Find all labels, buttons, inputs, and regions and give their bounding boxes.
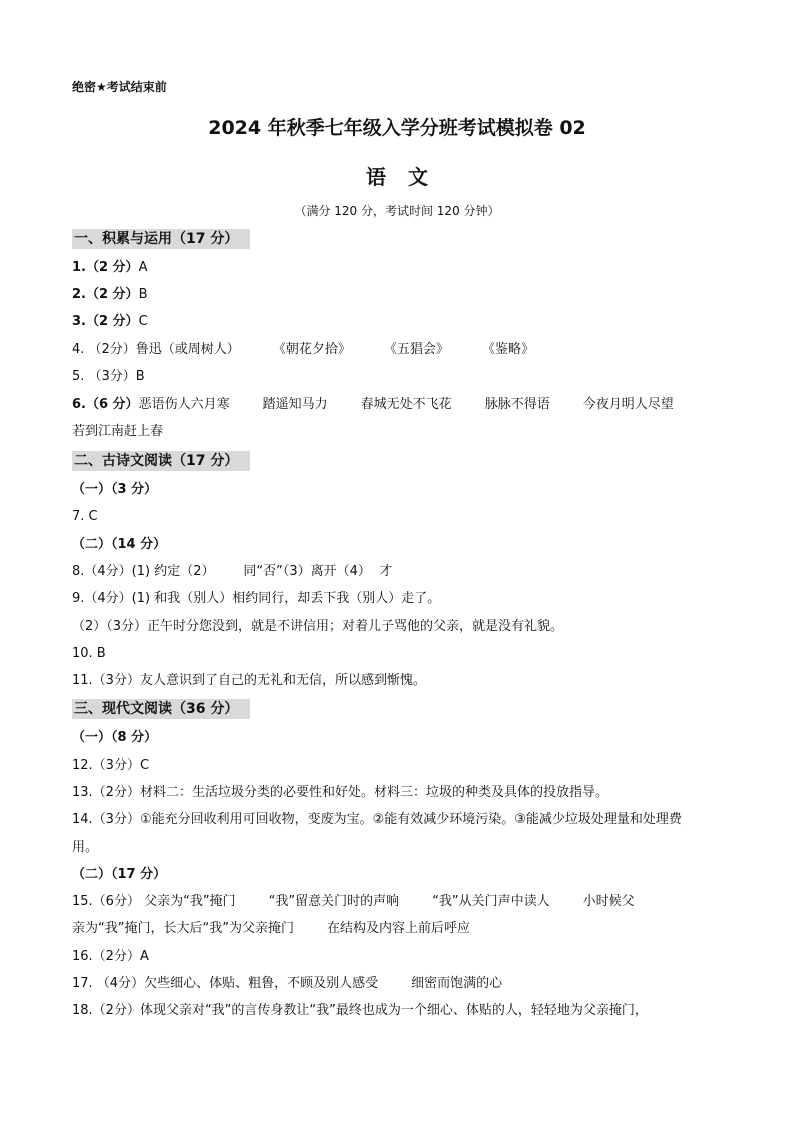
answer-q15-cont: 亲为“我”掩门，长大后“我”为父亲掩门 在结构及内容上前后呼应 <box>72 921 470 936</box>
answer-q18: 18.（2分）体现父亲对“我”的言传身教让“我”最终也成为一个细心、体贴的人，轻轻地为父亲掩门， <box>72 1003 648 1018</box>
question-number: 2.（2 分） <box>72 287 139 302</box>
page-title: 2024 年秋季七年级入学分班考试模拟卷 02 <box>208 117 586 139</box>
answer-text: A <box>138 260 148 275</box>
answer-q17: 17. （4分）欠些细心、体贴、粗鲁，不顾及别人感受 细密而饱满的心 <box>72 976 503 991</box>
answer-q6 <box>72 396 674 414</box>
answer-q9-part2: （2）（3分）正午时分您没到，就是不讲信用；对着儿子骂他的父亲，就是没有礼貌。 <box>72 619 564 634</box>
section-heading-1: 一、积累与运用（17 分） <box>72 229 250 249</box>
subject-title: 语文 <box>366 165 450 189</box>
exam-note: （满分 120 分，考试时间 120 分钟） <box>294 204 500 218</box>
answer-q14-cont: 用。 <box>72 840 99 855</box>
part-heading: （一）（3 分） <box>72 482 158 497</box>
answer-q7: 7. C <box>72 509 98 524</box>
top-secret-label: 绝密★考试结束前 <box>72 80 167 94</box>
question-number: 6.（6 分） <box>72 397 139 412</box>
answer-q1 <box>72 259 147 277</box>
part-heading: （一）（8 分） <box>72 730 158 745</box>
answer-q2 <box>72 286 147 304</box>
answer-q11: 11.（3分）友人意识到了自己的无礼和无信，所以感到惭愧。 <box>72 673 426 688</box>
answer-q14: 14.（3分）①能充分回收利用可回收物，变废为宝。②能有效减少环境污染。③能减少垃圾处理量和处理费 <box>72 812 682 827</box>
answer-q9: 9.（4分）(1) 和我（别人）相约同行，却丢下我（别人）走了。 <box>72 591 441 606</box>
section-heading-2: 二、古诗文阅读（17 分） <box>72 451 250 471</box>
answer-q5: 5. （3分）B <box>72 369 145 384</box>
answer-text: B <box>138 287 148 302</box>
section-heading-3: 三、现代文阅读（36 分） <box>72 699 250 719</box>
answer-q8: 8.（4分）(1) 约定（2） 同“否”（3）离开（4） 才 <box>72 564 393 579</box>
answer-q15: 15.（6分） 父亲为“我”掩门 “我”留意关门时的声响 “我”从关门声中读人 小时候父 <box>72 894 635 909</box>
answer-text: C <box>138 314 148 329</box>
answer-q10: 10. B <box>72 646 106 661</box>
answer-text: 恶语伤人六月寒 踏遥知马力 春城无处不飞花 脉脉不得语 今夜月明人尽望 <box>138 397 674 412</box>
question-number: 1.（2 分） <box>72 260 139 275</box>
answer-q4: 4. （2分）鲁迅（或周树人） 《朝花夕拾》 《五猖会》 《鉴略》 <box>72 342 534 357</box>
answer-q13: 13.（2分）材料二：生活垃圾分类的必要性和好处。材料三：垃圾的种类及具体的投放指导。 <box>72 785 608 800</box>
part-heading: （二）（14 分） <box>72 537 167 552</box>
part-heading: （二）（17 分） <box>72 867 167 882</box>
answer-q12: 12.（3分）C <box>72 758 150 773</box>
answer-q6-cont: 若到江南赶上春 <box>72 424 164 439</box>
answer-q3 <box>72 313 148 331</box>
answer-q16: 16.（2分）A <box>72 949 149 964</box>
question-number: 3.（2 分） <box>72 314 139 329</box>
